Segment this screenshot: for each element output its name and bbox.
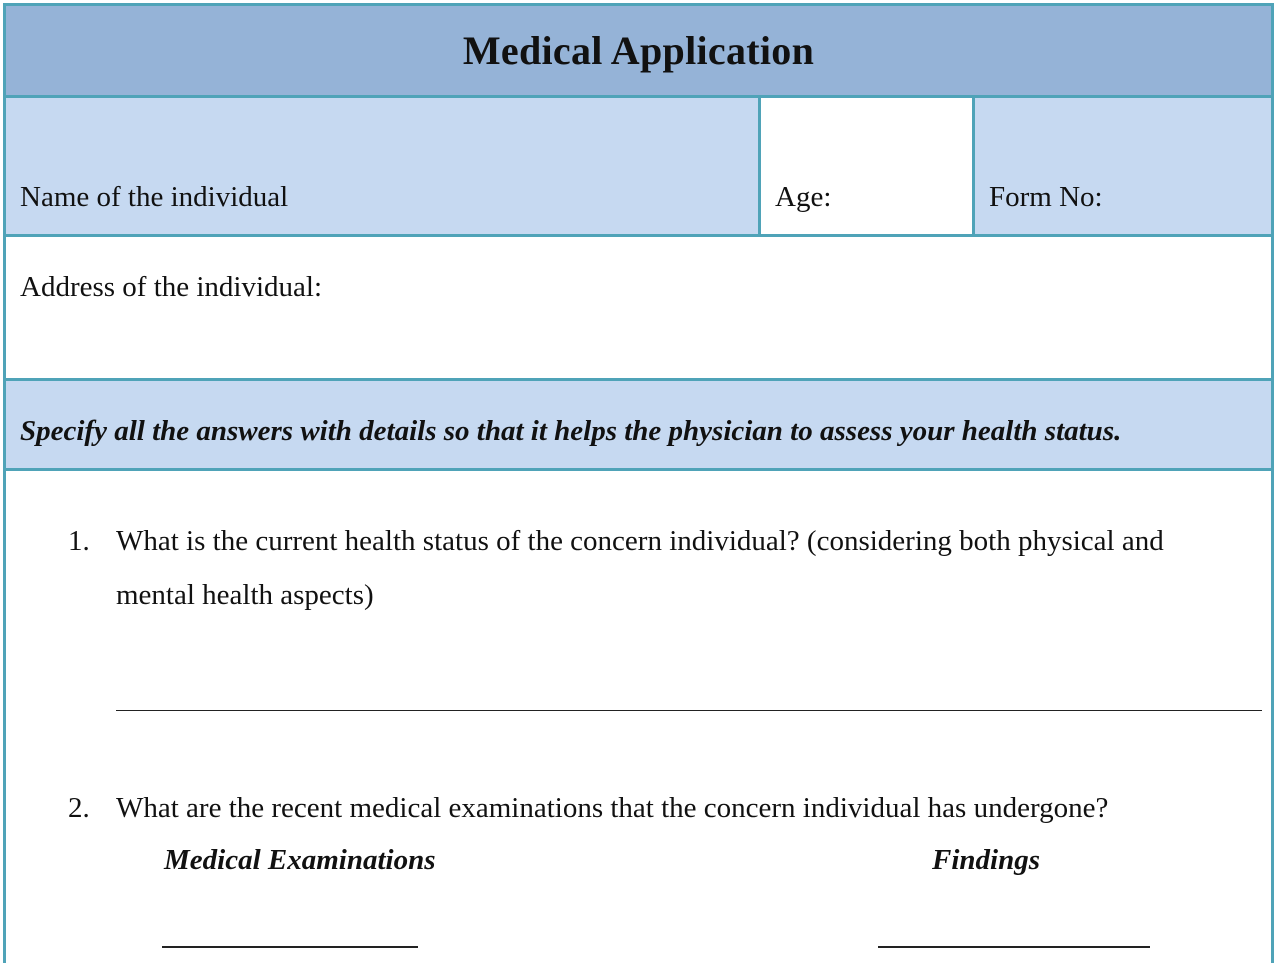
form-number-field[interactable] [975,98,1271,234]
instruction-bar [6,381,1271,471]
instruction-text: Specify all the answers with details so that it helps the physician to assess your health status. [20,415,1122,447]
answer-line-1[interactable] [116,710,1262,711]
info-row [6,98,1271,237]
address-label: Address of the individual: [20,271,323,303]
age-field[interactable] [761,98,975,234]
examinations-header: Medical Examinations [164,844,436,876]
examination-blank-line[interactable] [162,946,418,948]
question-number: 2. [68,792,90,824]
name-field[interactable] [6,98,761,234]
form-title: Medical Application [462,28,815,73]
findings-header: Findings [932,844,1040,876]
name-label: Name of the individual [20,181,289,213]
question-text: What is the current health status of the concern individual? (considering both physical and mental health aspects) [116,525,1164,611]
address-field[interactable] [6,237,1271,381]
age-label: Age: [775,181,832,213]
findings-blank-line[interactable] [878,946,1150,948]
question-text: What are the recent medical examinations that the concern individual has undergone? [116,792,1109,824]
title-bar [6,6,1271,98]
question-number: 1. [68,525,90,557]
form-number-label: Form No: [989,181,1103,213]
medical-application-form [3,3,1274,963]
